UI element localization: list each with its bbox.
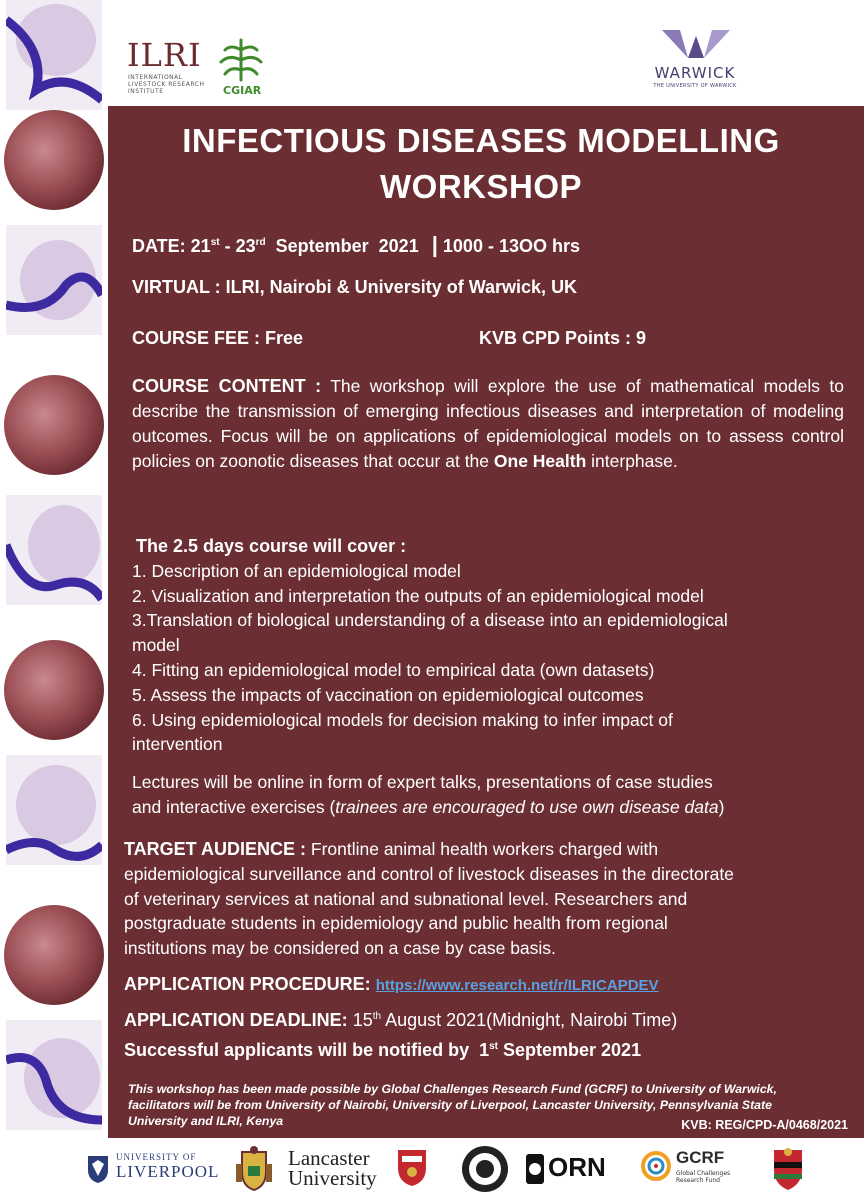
warwick-mark-icon	[640, 28, 750, 62]
warwick-wordmark: WARWICK	[654, 64, 736, 82]
nairobi-seal-icon	[460, 1144, 510, 1194]
header	[0, 0, 864, 106]
list-item: intervention	[132, 734, 223, 755]
list-item: 4. Fitting an epidemiological model to empirical data (own datasets)	[132, 659, 655, 680]
warwick-subtitle: THE UNIVERSITY OF WARWICK	[653, 83, 737, 89]
gcrf-circle-icon	[640, 1150, 672, 1182]
parasite-cell-image	[4, 110, 104, 210]
workshop-panel	[108, 106, 864, 1138]
orn-logo: ORN	[524, 1144, 614, 1194]
gcrf-logo: GCRF Global Challenges Research Fund	[640, 1144, 750, 1194]
shield-icon	[86, 1154, 110, 1184]
lancaster-logo: Lancaster University	[288, 1144, 438, 1194]
kvb-reference: KVB: REG/CPD-A/0468/2021	[681, 1118, 848, 1132]
blood-cell-image	[6, 1020, 102, 1130]
cover-heading: The 2.5 days course will cover :	[136, 536, 407, 556]
parasite-cell-image	[4, 905, 104, 1005]
cpd-points: KVB CPD Points : 9	[479, 328, 647, 348]
application-deadline: APPLICATION DEADLINE: 15th August 2021(Midnight, Nairobi Time)	[124, 1010, 678, 1030]
blood-cell-image	[6, 495, 102, 605]
cgiar-wordmark: CGIAR	[223, 84, 262, 97]
list-item: 3.Translation of biological understanding of a disease into an epidemiological	[132, 610, 728, 631]
funding-footnote: This workshop has been made possible by Global Challenges Research Fund (GCRF) to University of Warwick, facilitators will be from University of Nairobi, University of Liverpool, Lancaster University, Pennsylvania State University and ILRI, Kenya	[128, 1082, 777, 1128]
parasite-cell-image	[4, 640, 104, 740]
list-item: 5. Assess the impacts of vaccination on epidemiological outcomes	[132, 684, 644, 705]
application-link[interactable]: https://www.research.net/r/ILRICAPDEV	[375, 977, 659, 994]
list-item: 2. Visualization and interpretation the outputs of an epidemiological model	[132, 585, 704, 606]
page-title: INFECTIOUS DISEASES MODELLING WORKSHOP	[182, 122, 780, 205]
crest-icon	[396, 1148, 428, 1188]
lectures-note: Lectures will be online in form of expert talks, presentations of case studies and interactive exercises (trainees are encouraged to use own disease data)	[132, 772, 725, 817]
ilri-subtitle: INTERNATIONAL LIVESTOCK RESEARCH INSTITUTE	[128, 74, 205, 95]
cgiar-leaf-icon	[217, 34, 265, 84]
list-item: 6. Using epidemiological models for decision making to infer impact of	[132, 709, 673, 730]
target-audience: TARGET AUDIENCE : Frontline animal health workers charged with epidemiological surveillance and control of livestock diseases in the directorate of veterinary services at national and subnational level. Researchers and postgraduate students in epidemiology and public health from regional institutions may be considered on a case by case basis.	[124, 839, 734, 959]
blood-cell-image	[6, 0, 102, 110]
date-line: DATE: 21st - 23rd September 2021 | 1000 - 13OO hrs	[132, 232, 580, 257]
course-content: COURSE CONTENT : The workshop will explore the use of mathematical models to describe the transmission of emerging infectious diseases and interpretation of modeling outcomes. Focus will be on applications of epidemiological models on to assess control policies on zoonotic diseases that occur at the One Health interphase.	[132, 376, 844, 471]
notification-date: Successful applicants will be notified by 1st September 2021	[124, 1040, 642, 1060]
application-procedure: APPLICATION PROCEDURE: https://www.research.net/r/ILRICAPDEV	[124, 974, 659, 994]
decorative-cell-strip	[0, 0, 108, 1138]
venue-line: VIRTUAL : ILRI, Nairobi & University of Warwick, UK	[132, 277, 578, 297]
liverpool-logo: UNIVERSITY OF LIVERPOOL	[86, 1144, 216, 1194]
course-cover-list	[132, 534, 728, 757]
globe-icon	[524, 1152, 546, 1186]
kenya-emblem-icon	[768, 1144, 808, 1194]
coat-of-arms-icon	[234, 1144, 274, 1194]
parasite-cell-image	[4, 375, 104, 475]
list-item: 1. Description of an epidemiological model	[132, 560, 461, 581]
blood-cell-image	[6, 225, 102, 335]
list-item: model	[132, 635, 180, 656]
blood-cell-image	[6, 755, 102, 865]
ilri-wordmark: ILRI	[127, 36, 202, 74]
warwick-logo	[640, 28, 760, 98]
ilri-logo	[125, 30, 265, 100]
course-fee: COURSE FEE : Free	[132, 328, 304, 348]
partner-logos	[0, 1138, 864, 1200]
